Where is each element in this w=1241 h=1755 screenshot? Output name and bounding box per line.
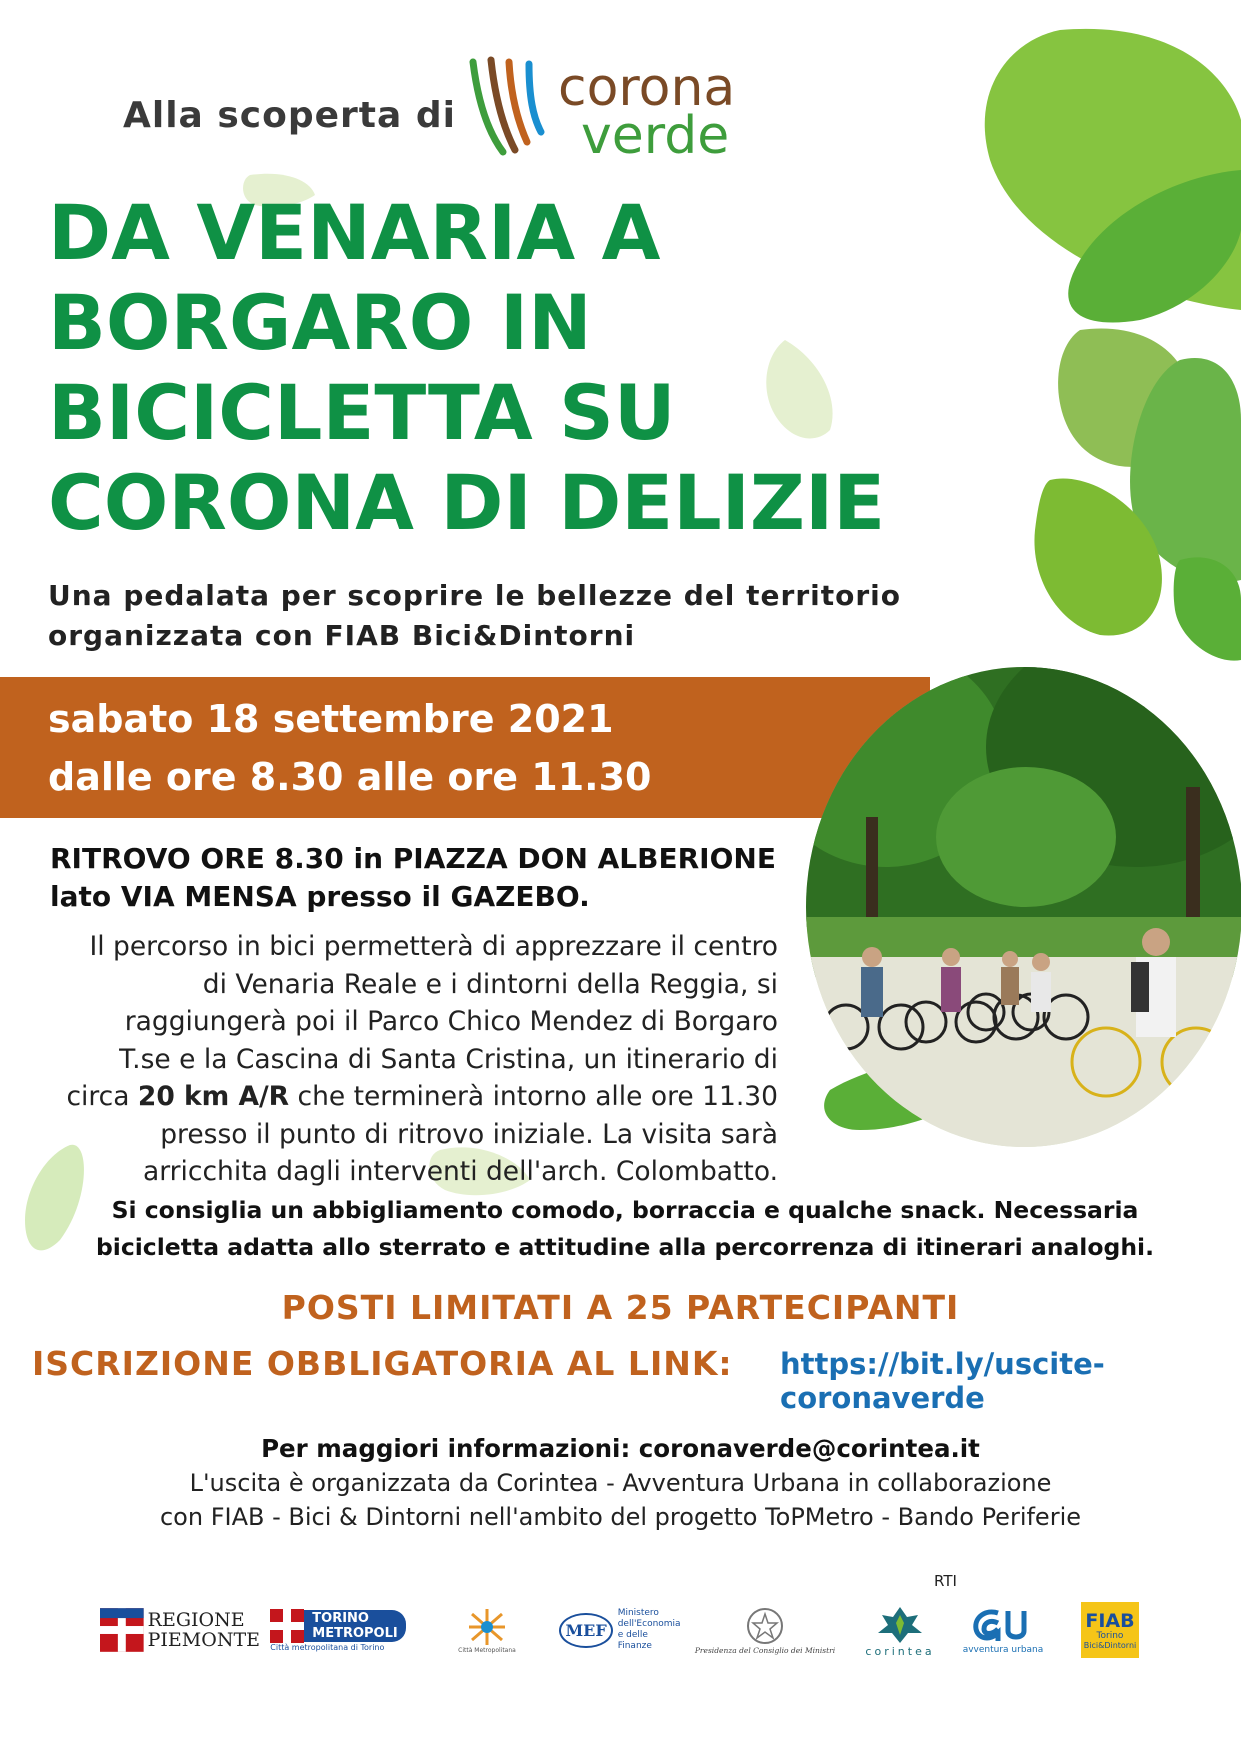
torino-text: METROPOLI (312, 1625, 398, 1641)
mef-line: dell'Economia (617, 1619, 681, 1629)
topmetro-logo (452, 1595, 522, 1665)
info-line: L'uscita è organizzata da Corintea - Avventura Urbana in collaborazione (189, 1469, 1052, 1497)
rti-label: RTI (934, 1572, 957, 1590)
event-time-line: dalle ore 8.30 alle ore 11.30 (48, 755, 652, 799)
meeting-line: RITROVO ORE 8.30 in PIAZZA DON ALBERIONE (50, 842, 776, 875)
title-line: BICICLETTA SU (48, 368, 676, 457)
piemonte-shield-icon (100, 1608, 144, 1652)
mef-line: e delle Finanze (617, 1630, 652, 1651)
title-line: DA VENARIA A (48, 188, 661, 277)
logo-word-verde: verde (581, 106, 730, 166)
leaf-shape (1174, 557, 1241, 660)
route-description (48, 928, 778, 1191)
fiab-logo (1080, 1595, 1140, 1665)
registration-notice: ISCRIZIONE OBBLIGATORIA AL LINK: (32, 1344, 733, 1383)
topmetro-text: Città Metropolitana (458, 1646, 516, 1654)
page-title (48, 188, 948, 548)
fiab-text: FIAB (1085, 1609, 1135, 1632)
au-monogram-icon (968, 1605, 1038, 1645)
event-date-line: sabato 18 settembre 2021 (48, 697, 614, 741)
description-line: di Venaria Reale e i dintorni della Reggia, si (202, 968, 778, 1000)
description-line: arricchita dagli interventi dell'arch. Colombatto. (142, 1156, 778, 1187)
au-text: avventura urbana (962, 1645, 1044, 1655)
mef-text: MEF (559, 1613, 612, 1648)
torino-subtext: Città metropolitana di Torino (270, 1642, 385, 1652)
meeting-line: lato VIA MENSA presso il GAZEBO. (50, 880, 590, 913)
intro-text: Alla scoperta di (123, 95, 456, 136)
advice-line: bicicletta adatta allo sterrato e attitudine alla percorrenza di itinerari analoghi. (95, 1233, 1155, 1261)
regione-text: PIEMONTE (147, 1629, 260, 1651)
mef-logo (560, 1595, 680, 1665)
corintea-text: corintea (865, 1644, 935, 1658)
topmetro-star-icon (464, 1607, 510, 1647)
torino-shield-icon (270, 1609, 304, 1643)
info-line: con FIAB - Bici & Dintorni nell'ambito del progetto ToPMetro - Bando Periferie (159, 1503, 1081, 1531)
italian-emblem-icon (745, 1606, 785, 1646)
limited-seats-notice: POSTI LIMITATI A 25 PARTECIPANTI (281, 1288, 960, 1327)
corona-verde-logo (463, 52, 793, 166)
avventura-urbana-logo (960, 1595, 1046, 1665)
title-line: BORGARO IN (48, 278, 592, 367)
description-line: presso il punto di ritrovo iniziale. La visita sarà (160, 1118, 778, 1150)
fiab-subtext: Torino (1096, 1630, 1124, 1641)
meeting-point (50, 840, 776, 916)
logo-mark-icon (463, 52, 563, 162)
advice-line: Si consiglia un abbigliamento comodo, borraccia e qualche snack. Necessaria (111, 1196, 1139, 1224)
description-text: che terminerà intorno alle ore 11.30 (289, 1081, 778, 1112)
subtitle-line: Una pedalata per scoprire le bellezze del territorio (48, 579, 902, 612)
registration-link[interactable]: https://bit.ly/uscite-coronaverde (780, 1347, 1105, 1415)
equipment-advice (70, 1192, 1180, 1266)
subtitle (48, 576, 901, 656)
presidenza-logo (694, 1595, 836, 1665)
info-section (0, 1432, 1241, 1534)
description-text: circa (66, 1081, 138, 1112)
description-line: raggiungerà poi il Parco Chico Mendez di Borgaro (124, 1006, 778, 1037)
description-line: Il percorso in bici permetterà di apprezzare il centro (89, 931, 778, 962)
corintea-leaf-icon (874, 1603, 926, 1645)
cyclists-photo (806, 667, 1241, 1147)
logo-word-corona: corona (558, 58, 736, 118)
presidenza-text: Presidenza del Consiglio dei Ministri (694, 1645, 836, 1655)
fiab-subtext: Bici&Dintorni (1083, 1640, 1137, 1650)
distance-highlight: 20 km A/R (137, 1081, 290, 1112)
torino-metropoli-logo (270, 1595, 400, 1665)
event-date (48, 690, 651, 806)
regione-piemonte-logo (100, 1595, 260, 1665)
description-line (48, 1078, 778, 1116)
title-line: CORONA DI DELIZIE (48, 458, 886, 547)
description-line: T.se e la Cascina di Santa Cristina, un itinerario di (119, 1043, 778, 1075)
torino-text: TORINO (312, 1610, 369, 1626)
info-contact: Per maggiori informazioni: coronaverde@corintea.it (261, 1434, 980, 1463)
corintea-logo (860, 1595, 940, 1665)
cyclists-illustration (806, 667, 1241, 1147)
regione-text: REGIONE (147, 1609, 245, 1631)
mef-line: Ministero (617, 1608, 659, 1618)
subtitle-line: organizzata con FIAB Bici&Dintorni (48, 619, 636, 652)
